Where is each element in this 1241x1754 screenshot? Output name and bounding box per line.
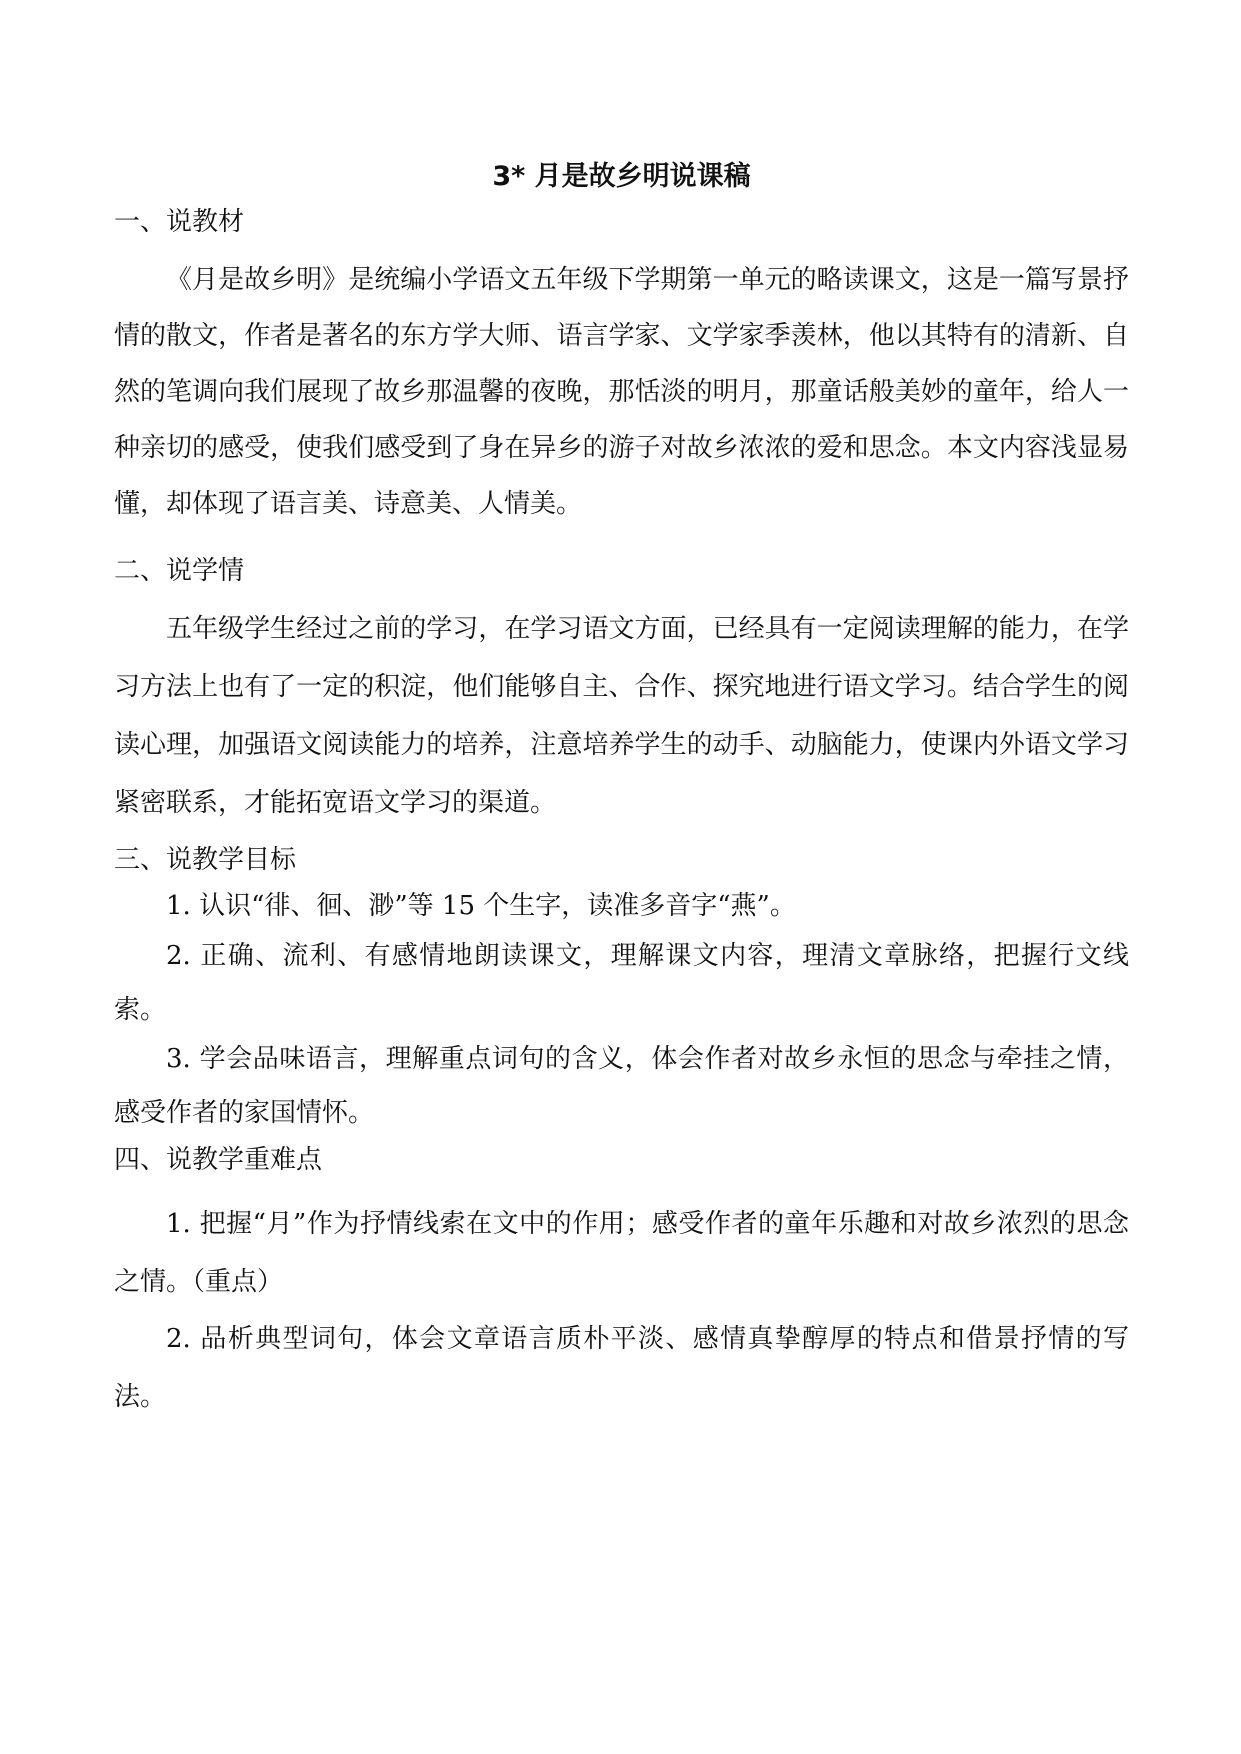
section-heading-key-points: 四、说教学重难点 (114, 1145, 323, 1175)
paragraph-students: 五年级学生经过之前的学习，在学习语文方面，已经具有一定阅读理解的能力，在学习方法上也有了一定的积淀，他们能够自主、合作、探究地进行语文学习。结合学生的阅读心理，加强语文阅读能力的培养，注意培养学生的动手、动脑能力，使课内外语文学习紧密联系，才能拓宽语文学习的渠道。 (114, 614, 1129, 818)
objective-item-2: 2. 正确、流利、有感情地朗读课文，理解课文内容，理清文章脉络，把握行文线索。 (114, 941, 1129, 1025)
key-point-item-1: 1. 把握“月”作为抒情线索在文中的作用；感受作者的童年乐趣和对故乡浓烈的思念之情。（重点） (114, 1209, 1129, 1297)
section-heading-objectives: 三、说教学目标 (114, 845, 297, 875)
paragraph-textbook: 《月是故乡明》是统编小学语文五年级下学期第一单元的略读课文，这是一篇写景抒情的散文，作者是著名的东方学大师、语言学家、文学家季羡林，他以其特有的清新、自然的笔调向我们展现了故乡那温馨的夜晚，那恬淡的明月，那童话般美妙的童年，给人一种亲切的感受，使我们感受到了身在异乡的游子对故乡浓浓的爱和思念。本文内容浅显易懂，却体现了语言美、诗意美、人情美。 (114, 265, 1129, 519)
section-heading-textbook: 一、说教材 (114, 207, 245, 237)
document-title: 3* 月是故乡明说课稿 (492, 161, 751, 192)
document-page (114, 0, 1129, 1754)
objective-item-1: 1. 认识“徘、徊、渺”等 15 个生字，读准多音字“燕”。 (166, 891, 796, 921)
key-point-item-2: 2. 品析典型词句，体会文章语言质朴平淡、感情真挚醇厚的特点和借景抒情的写法。 (114, 1324, 1129, 1412)
objective-item-3: 3. 学会品味语言，理解重点词句的含义，体会作者对故乡永恒的思念与牵挂之情，感受作者的家国情怀。 (114, 1044, 1129, 1128)
section-heading-students: 二、说学情 (114, 556, 245, 586)
